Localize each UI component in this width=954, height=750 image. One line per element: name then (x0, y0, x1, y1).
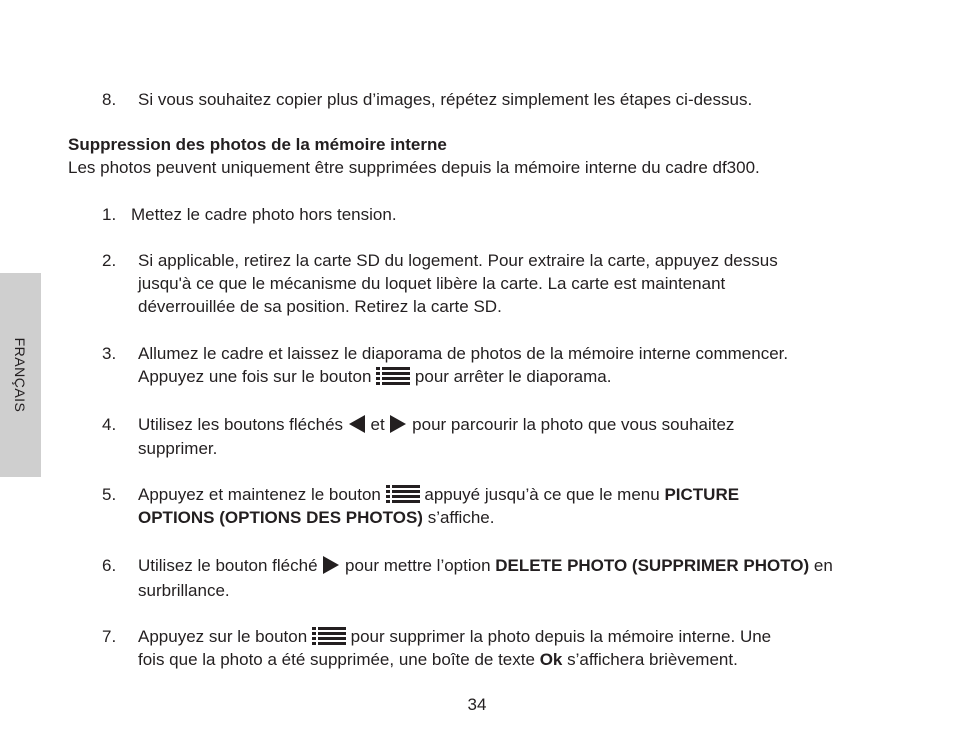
step-5-line-2-post: s’affiche. (427, 508, 495, 527)
step-5-line-1 (138, 483, 739, 506)
left-arrow-icon (348, 415, 366, 433)
step-7-line-2 (138, 648, 738, 671)
menu-button-icon (376, 367, 410, 385)
step-2-line-2: jusqu'à ce que le mécanisme du loquet libère la carte. La carte est maintenant (138, 274, 726, 293)
step-1-text: Mettez le cadre photo hors tension. (131, 205, 397, 224)
step-4-line-1-pre: Utilisez les boutons fléchés (138, 415, 344, 434)
step-7-line-1-post: pour supprimer la photo depuis la mémoire interne. Une (350, 627, 772, 646)
right-arrow-icon (389, 415, 407, 433)
step-5-line-1-post: appuyé jusqu’à ce que le menu (424, 485, 660, 504)
menu-button-icon (386, 485, 420, 503)
step-7-line-2-bold: Ok (539, 650, 563, 669)
page-number: 34 (467, 695, 487, 714)
step-4-line-2: supprimer. (138, 439, 218, 458)
right-arrow-icon (322, 556, 340, 574)
language-tab-label: FRANÇAIS (12, 337, 28, 413)
step-7-number: 7. (102, 627, 117, 646)
step-6-line-1-post: pour mettre l’option (345, 556, 491, 575)
step-3-line-2-pre: Appuyez une fois sur le bouton (138, 367, 372, 386)
step-3-number: 3. (102, 344, 117, 363)
step-4-line-1 (138, 413, 734, 436)
step-4-line-1-mid: et (370, 415, 385, 434)
step-6-line-2: surbrillance. (138, 581, 230, 600)
step-2-line-1: Si applicable, retirez la carte SD du logement. Pour extraire la carte, appuyez dessus (138, 251, 778, 270)
step-6-number: 6. (102, 556, 117, 575)
step-1-number: 1. (102, 205, 117, 224)
step-7-line-1-pre: Appuyez sur le bouton (138, 627, 308, 646)
step-4-number: 4. (102, 415, 117, 434)
step-3-line-2 (138, 365, 611, 388)
step-5-number: 5. (102, 485, 117, 504)
step-8-number: 8. (102, 90, 117, 109)
step-8-text: Si vous souhaitez copier plus d’images, répétez simplement les étapes ci-dessus. (138, 90, 753, 109)
step-3-line-1: Allumez le cadre et laissez le diaporama de photos de la mémoire interne commencer. (138, 344, 789, 363)
step-5-line-2-bold: OPTIONS (OPTIONS DES PHOTOS) (138, 508, 423, 527)
step-5-line-1-bold: PICTURE (664, 485, 740, 504)
step-6-line-1-pre: Utilisez le bouton fléché (138, 556, 318, 575)
step-2-line-3: déverrouillée de sa position. Retirez la carte SD. (138, 297, 502, 316)
step-6-line-1-end: en (813, 556, 833, 575)
step-2-number: 2. (102, 251, 117, 270)
step-7-line-2-pre: fois que la photo a été supprimée, une boîte de texte (138, 650, 535, 669)
section-heading: Suppression des photos de la mémoire interne (68, 135, 447, 154)
step-5-line-1-pre: Appuyez et maintenez le bouton (138, 485, 381, 504)
step-3-line-2-post: pour arrêter le diaporama. (414, 367, 612, 386)
step-4-line-1-post: pour parcourir la photo que vous souhaitez (412, 415, 735, 434)
step-6-line-1-bold: DELETE PHOTO (SUPPRIMER PHOTO) (495, 556, 810, 575)
section-intro: Les photos peuvent uniquement être supprimées depuis la mémoire interne du cadre df300. (68, 158, 760, 177)
step-7-line-2-post: s’affichera brièvement. (567, 650, 738, 669)
menu-button-icon (312, 627, 346, 645)
step-6-line-1 (138, 554, 833, 577)
step-5-line-2 (138, 506, 494, 529)
step-7-line-1 (138, 625, 771, 648)
